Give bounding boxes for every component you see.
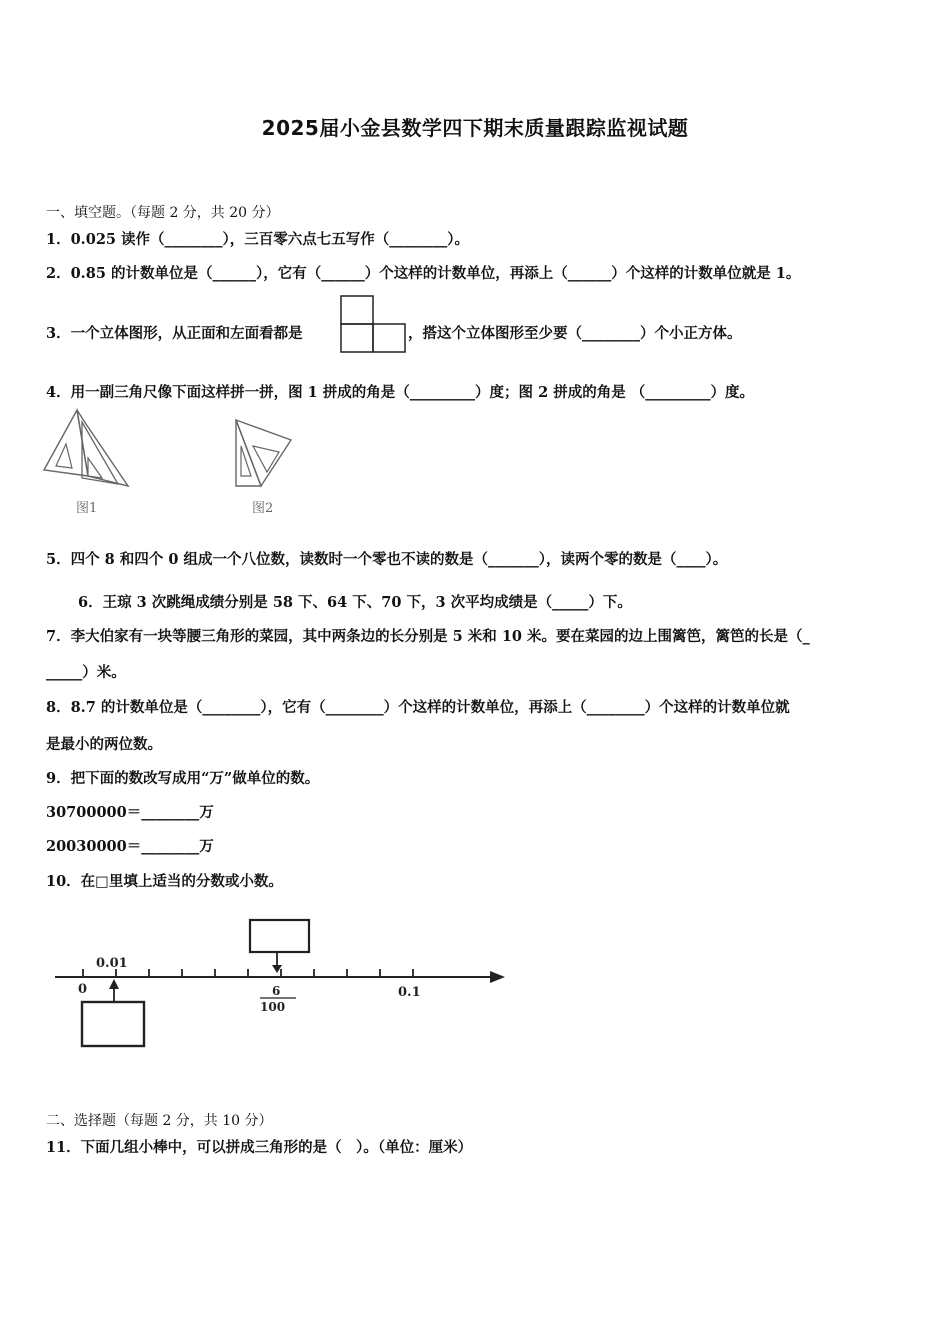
question-6: 6．王琼 3 次跳绳成绩分别是 58 下、64 下、70 下，3 次平均成绩是（_____）下。 [78, 594, 632, 611]
section-1-heading: 一、填空题。（每题 2 分，共 20 分） [46, 205, 280, 221]
question-4: 4．用一副三角尺像下面这样拼一拼，图 1 拼成的角是（_________）度；图 2 拼成的角是 （_________）度。 [46, 384, 755, 401]
figure-1-set-squares [42, 408, 132, 492]
question-2: 2．0.85 的计数单位是（______），它有（______）个这样的计数单位，再添上（______）个这样的计数单位就是 1。 [46, 265, 801, 282]
answer-box-bottom [82, 1002, 144, 1046]
question-9: 9．把下面的数改写成用“万”做单位的数。 [46, 770, 320, 787]
answer-box-top [250, 920, 309, 952]
question-9-item-a: 30700000＝________万 [46, 804, 214, 821]
question-7-line-2: _____）米。 [46, 664, 126, 681]
section-2-heading: 二、选择题（每题 2 分，共 10 分） [46, 1113, 273, 1129]
figure-1-label: 图1 [76, 501, 98, 516]
number-line-figure [50, 915, 510, 1055]
question-8-line-1: 8．8.7 的计数单位是（________），它有（________）个这样的计数单位，再添上（________）个这样的计数单位就 [46, 699, 790, 716]
question-3-start: 3．一个立体图形，从正面和左面看都是 [46, 325, 303, 342]
label-0: 0 [78, 982, 88, 997]
question-1: 1．0.025 读作（________），三百零六点七五写作（________）。 [46, 231, 470, 248]
page-title: 2025届小金县数学四下期末质量跟踪监视试题 [261, 116, 689, 140]
question-10: 10．在□里填上适当的分数或小数。 [46, 873, 283, 890]
fraction-numerator: 6 [272, 984, 281, 998]
question-11: 11．下面几组小棒中，可以拼成三角形的是（ ）。（单位：厘米） [46, 1139, 473, 1156]
question-8-line-2: 是最小的两位数。 [46, 736, 162, 753]
question-5: 5．四个 8 和四个 0 组成一个八位数，读数时一个零也不读的数是（_______），读两个零的数是（____）。 [46, 551, 728, 568]
figure-2-set-squares [233, 418, 297, 490]
fraction-denominator: 100 [260, 1000, 286, 1014]
label-0-01: 0.01 [96, 956, 128, 971]
question-9-item-b: 20030000＝________万 [46, 838, 214, 855]
figure-2-label: 图2 [252, 501, 274, 516]
label-0-1: 0.1 [398, 985, 421, 1000]
question-7-line-1: 7．李大伯家有一块等腰三角形的菜园，其中两条边的长分别是 5 米和 10 米。要在菜园的边上围篱笆，篱笆的长是（_ [46, 628, 810, 645]
front-view-figure [340, 295, 406, 353]
question-3-end: ，搭这个立体图形至少要（________）个小正方体。 [408, 325, 742, 342]
